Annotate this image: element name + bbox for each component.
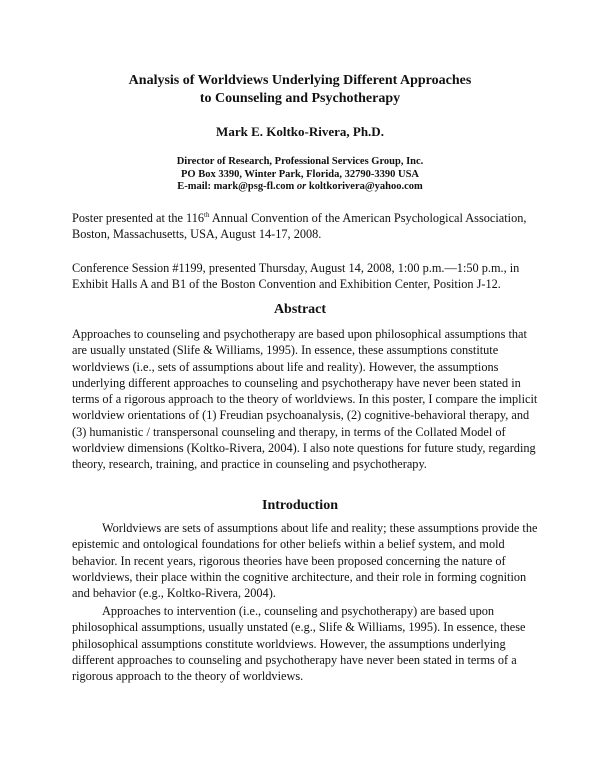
conference-session-note: Conference Session #1199, presented Thursday, August 14, 2008, 1:00 p.m.—1:50 p.m., in Exhibit Halls A and B1 of the Boston Convention and Exhibition Center, Position J-12. (72, 261, 520, 292)
paper-title (0, 72, 600, 108)
introduction-paragraph-1: Worldviews are sets of assumptions about life and reality; these assumptions provide the epistemic and ontological foundations for other beliefs within a belief system, and mold behavior. In recent years, rigorous theories have been proposed concerning the nature of worldviews, their place within the cognitive architecture, and their role in forming cognition and behavior (e.g., Koltko-Rivera, 2004). (72, 521, 538, 601)
author-affiliation (0, 156, 600, 194)
email-or: or (296, 181, 307, 192)
email-primary: E-mail: mark@psg-fl.com (177, 181, 295, 192)
author-name: Mark E. Koltko-Rivera, Ph.D. (216, 124, 384, 139)
affiliation-line-2: PO Box 3390, Winter Park, Florida, 32790-3390 USA (180, 168, 419, 180)
poster-note-superscript: th (204, 211, 210, 219)
paper-title-line-2: to Counseling and Psychotherapy (199, 91, 401, 106)
affiliation-line-1: Director of Research, Professional Services Group, Inc. (176, 156, 424, 167)
email-secondary: koltkorivera@yahoo.com (308, 181, 423, 192)
abstract-text: Approaches to counseling and psychotherapy are based upon philosophical assumptions that are usually unstated (Slife & Williams, 1995). In essence, these assumptions constitute worldviews (i.e., sets of assumptions about life and reality). However, the assumptions underlying different approaches to counseling and psychotherapy have never been stated in terms of a rigorous approach to the theory of worldviews. In this poster, I compare the implicit worldview orientations of (1) Freudian psychoanalysis, (2) cognitive-behavioral therapy, and (3) humanistic / transpersonal counseling and therapy, in terms of the Collated Model of worldview dimensions (Koltko-Rivera, 2004). I also note questions for future study, regarding theory, research, training, and practice in counseling and psychotherapy. (72, 327, 538, 472)
introduction-paragraph-2: Approaches to intervention (i.e., counseling and psychotherapy) are based upon philosophical assumptions, usually unstated (e.g., Slife & Williams, 1995). In essence, these philosophical assumptions constitute worldviews. However, the assumptions underlying different approaches to counseling and psychotherapy have never been stated in terms of a rigorous approach to the theory of worldviews. (72, 604, 526, 684)
poster-note-part-2: Annual Convention of the American Psychological Association, Boston, Massachusetts, USA, August 14-17, 2008. (72, 211, 527, 242)
abstract-heading: Abstract (273, 302, 327, 317)
introduction-heading: Introduction (262, 498, 338, 513)
poster-presentation-note (72, 210, 542, 243)
affiliation-email-line (0, 181, 600, 194)
paper-title-line-1: Analysis of Worldviews Underlying Different Approaches (128, 73, 472, 88)
poster-note-part-1: Poster presented at the 116 (72, 211, 205, 225)
